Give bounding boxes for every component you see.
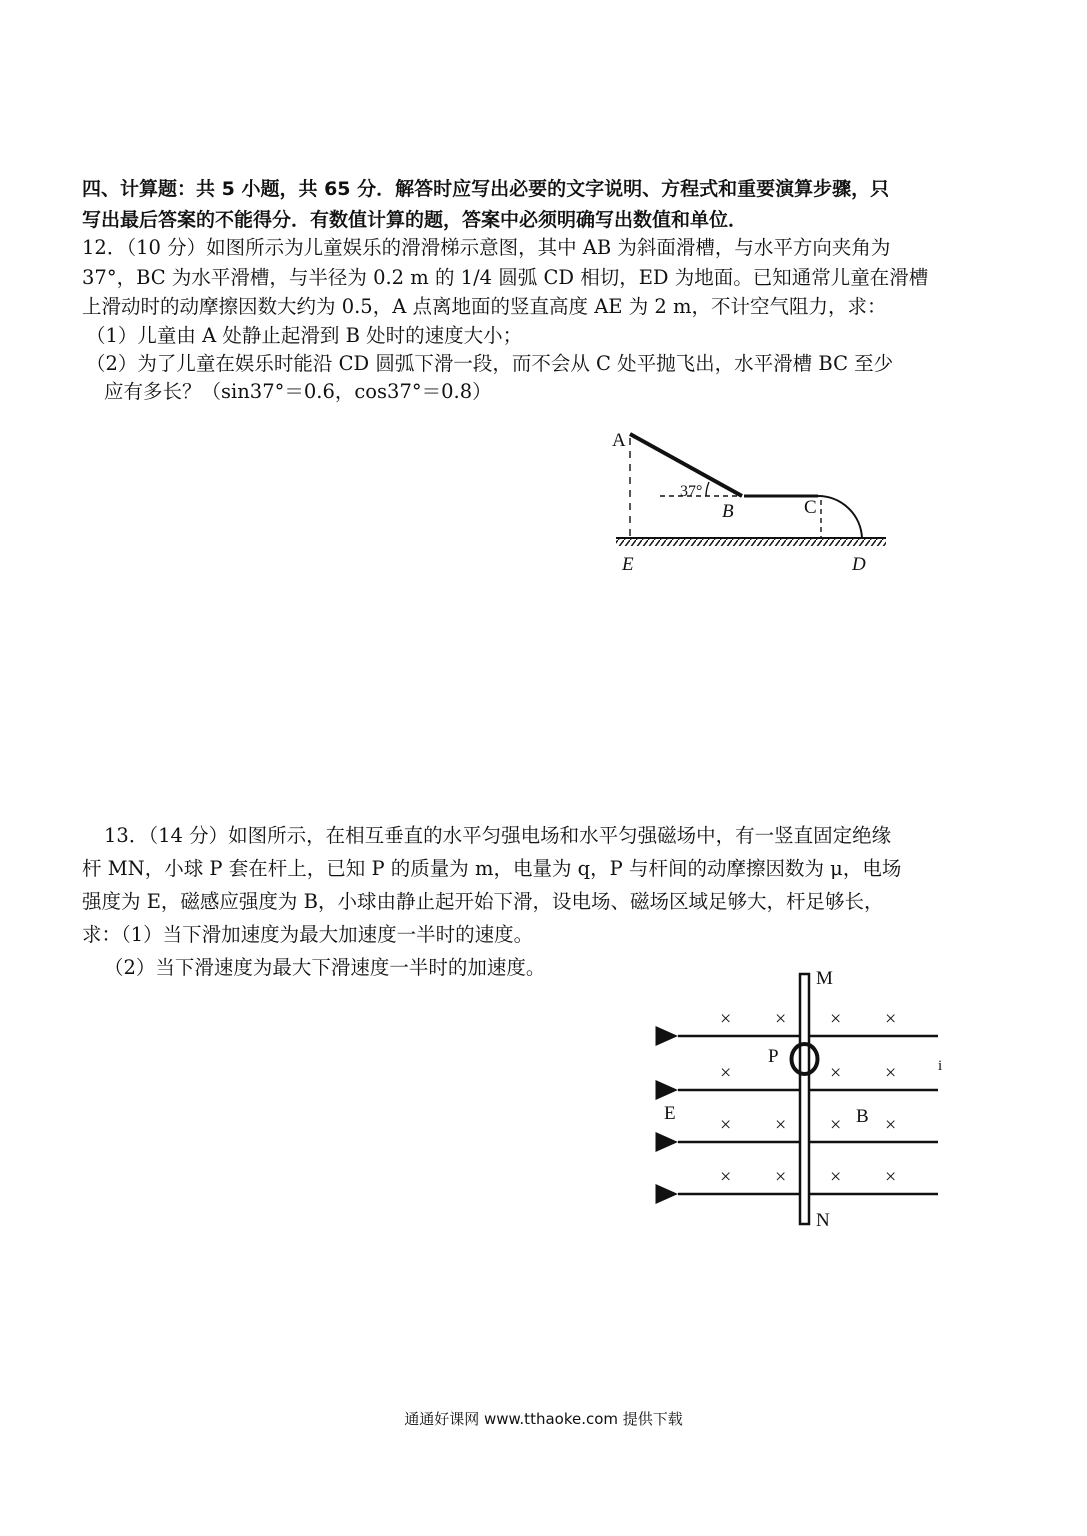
label-b: B <box>722 501 734 522</box>
q13-part-2: （2）当下滑速度为最大下滑速度一半时的加速度。 <box>104 956 546 979</box>
page-footer: 通通好课网 www.tthaoke.com 提供下载 <box>404 1410 683 1428</box>
label-e: E <box>622 554 634 575</box>
label-d: D <box>852 554 866 575</box>
q12-part-2-line-1: （2）为了儿童在娱乐时能沿 CD 圆弧下滑一段，而不会从 C 处平抛飞出，水平滑槽 BC 至少 <box>86 352 894 375</box>
label-m: M <box>816 968 833 989</box>
b-cross: × <box>720 1062 732 1084</box>
q13-field-diagram <box>650 962 955 1232</box>
b-cross: × <box>775 1008 787 1030</box>
label-n: N <box>816 1210 830 1231</box>
b-cross: × <box>830 1114 842 1136</box>
label-a: A <box>612 430 626 451</box>
b-cross: × <box>830 1062 842 1084</box>
label-b-field: B <box>856 1106 869 1127</box>
section-header-line-2: 写出最后答案的不能得分．有数值计算的题，答案中必须明确写出数值和单位． <box>82 209 748 231</box>
q13-line-2: 杆 MN，小球 P 套在杆上，已知 P 的质量为 m，电量为 q，P 与杆间的动摩擦因数为 μ，电场 <box>82 857 902 880</box>
angle-arc <box>706 482 709 496</box>
b-cross: × <box>720 1166 732 1188</box>
q12-line-1: 12．（10 分）如图所示为儿童娱乐的滑滑梯示意图，其中 AB 为斜面滑槽，与水平方向夹角为 <box>82 236 891 259</box>
q12-slide-diagram <box>600 420 900 580</box>
label-e-field: E <box>664 1103 676 1124</box>
label-p: P <box>768 1046 779 1067</box>
arc-cd <box>818 496 862 538</box>
q13-line-1: 13．（14 分）如图所示，在相互垂直的水平匀强电场和水平匀强磁场中，有一竖直固定绝缘 <box>104 824 892 847</box>
b-cross: × <box>885 1114 897 1136</box>
insulating-rod-mn <box>800 974 809 1224</box>
ground-hatching <box>616 539 886 546</box>
q12-part-2-line-2: 应有多长？（sin37°＝0.6，cos37°＝0.8） <box>104 380 492 403</box>
b-cross: × <box>720 1008 732 1030</box>
b-cross: × <box>830 1008 842 1030</box>
b-cross: × <box>720 1114 732 1136</box>
b-cross: × <box>775 1114 787 1136</box>
q12-line-2: 37°，BC 为水平滑槽，与半径为 0.2 m 的 1/4 圆弧 CD 相切，ED 为地面。已知通常儿童在滑槽 <box>82 266 929 289</box>
q13-line-3: 强度为 E，磁感应强度为 B，小球由静止起开始下滑，设电场、磁场区域足够大，杆足够长， <box>82 890 884 913</box>
label-angle: 37° <box>680 483 703 500</box>
q13-line-4: 求：（1）当下滑加速度为最大加速度一半时的速度。 <box>82 923 534 946</box>
section-header-line-1: 四、计算题：共 5 小题，共 65 分．解答时应写出必要的文字说明、方程式和重要演算步骤，只 <box>82 178 890 200</box>
q12-line-3: 上滑动时的动摩擦因数大约为 0.5，A 点离地面的竖直高度 AE 为 2 m，不计空气阻力，求： <box>82 295 887 318</box>
b-cross: × <box>885 1166 897 1188</box>
label-c: C <box>804 497 817 518</box>
b-cross: × <box>830 1166 842 1188</box>
stray-mark: i <box>938 1058 943 1074</box>
b-cross: × <box>775 1166 787 1188</box>
b-cross: × <box>885 1008 897 1030</box>
q12-part-1: （1）儿童由 A 处静止起滑到 B 处时的速度大小； <box>86 324 523 347</box>
b-cross: × <box>885 1062 897 1084</box>
